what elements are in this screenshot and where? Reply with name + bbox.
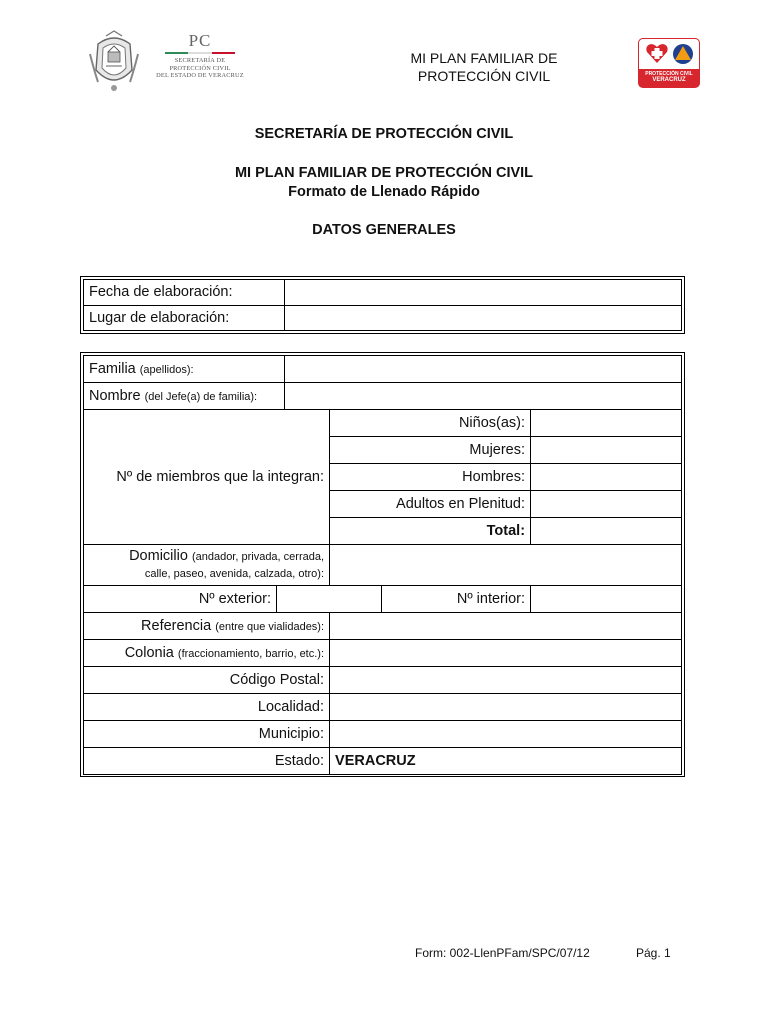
domicilio-hint2: calle, paseo, avenida, calzada, otro): [144,568,325,580]
secretaria-title: SECRETARÍA DE PROTECCIÓN CIVIL [254,126,514,142]
hombres-label: Hombres: [330,464,531,491]
datos-generales-heading: DATOS GENERALES [312,222,456,238]
header-title-line2: PROTECCIÓN CIVIL [417,68,551,84]
fecha-row [84,280,682,306]
pc-logo-line2: PROTECCIÓN CIVIL [169,64,231,72]
interior-label: Nº interior: [382,586,531,613]
header-title-line1: MI PLAN FAMILIAR DE [410,50,558,66]
localidad-label: Localidad: [84,694,330,721]
mujeres-field[interactable] [531,437,682,464]
cp-field[interactable] [330,667,682,694]
localidad-field[interactable] [330,694,682,721]
nombre-field[interactable] [285,383,682,410]
domicilio-field[interactable] [330,545,682,586]
localidad-row [84,694,682,721]
lugar-row [84,305,682,331]
domicilio-hint1: (andador, privada, cerrada, [191,551,325,563]
adultos-label: Adultos en Plenitud: [330,491,531,518]
familia-row [84,356,682,383]
numero-row [84,586,682,613]
fecha-field[interactable] [285,280,682,306]
pc-logo-line3: DEL ESTADO DE VERACRUZ [156,72,244,79]
lugar-label: Lugar de elaboración: [84,305,285,331]
total-field[interactable] [531,518,682,545]
familia-hint: (apellidos): [139,364,194,376]
cp-row [84,667,682,694]
colonia-label-cell [84,640,330,667]
familia-label-cell [84,356,285,383]
ninos-label: Niños(as): [330,410,531,437]
badge-line1: PROTECCIÓN CIVIL [645,71,693,77]
referencia-label-cell [84,613,330,640]
header-title [380,49,588,85]
referencia-field[interactable] [330,613,682,640]
domicilio-row [84,545,682,586]
municipio-field[interactable] [330,721,682,748]
fecha-label: Fecha de elaboración: [84,280,285,306]
flag-stripe [165,52,235,54]
nombre-row [84,383,682,410]
nombre-hint: (del Jefe(a) de familia): [144,391,258,403]
mujeres-label: Mujeres: [330,437,531,464]
colonia-field[interactable] [330,640,682,667]
veracruz-seal-icon [86,30,142,94]
badge-text [638,71,700,83]
nombre-label-cell [84,383,285,410]
estado-field[interactable]: VERACRUZ [330,748,682,775]
badge-icons [638,38,700,70]
adultos-field[interactable] [531,491,682,518]
municipio-label: Municipio: [84,721,330,748]
interior-field[interactable] [531,586,682,613]
colonia-row [84,640,682,667]
municipio-row [84,721,682,748]
nombre-label: Nombre [89,388,141,404]
hombres-field[interactable] [531,464,682,491]
heart-cross-triangle-icon [639,39,700,71]
page-number: Pág. 1 [636,946,671,960]
lugar-field[interactable] [285,305,682,331]
proteccion-civil-badge [638,38,700,88]
ninos-row [84,410,682,437]
formato-subtitle: Formato de Llenado Rápido [288,184,480,200]
domicilio-label-cell [84,545,330,586]
miembros-label: Nº de miembros que la integran: [84,410,330,545]
familia-label: Familia [89,361,136,377]
familia-field[interactable] [285,356,682,383]
colonia-hint: (fraccionamiento, barrio, etc.): [177,648,325,660]
pc-logo-line1: SECRETARÍA DE [174,57,226,64]
plan-title: MI PLAN FAMILIAR DE PROTECCIÓN CIVIL [234,165,534,181]
total-label: Total: [330,518,531,545]
pc-logo [148,32,252,92]
referencia-row [84,613,682,640]
estado-label: Estado: [84,748,330,775]
estado-row [84,748,682,775]
exterior-field[interactable] [277,586,382,613]
exterior-label: Nº exterior: [84,586,277,613]
referencia-hint: (entre que vialidades): [215,621,325,633]
ninos-field[interactable] [531,410,682,437]
referencia-label: Referencia [141,618,212,634]
cp-label: Código Postal: [84,667,330,694]
elaboracion-table [80,276,685,334]
colonia-label: Colonia [124,645,174,661]
pc-logo-abbr: PC [188,31,212,50]
form-code: Form: 002-LlenPFam/SPC/07/12 [415,946,590,960]
domicilio-label: Domicilio [129,548,188,564]
badge-line2: VERACRUZ [652,77,686,83]
datos-generales-table [80,352,685,777]
